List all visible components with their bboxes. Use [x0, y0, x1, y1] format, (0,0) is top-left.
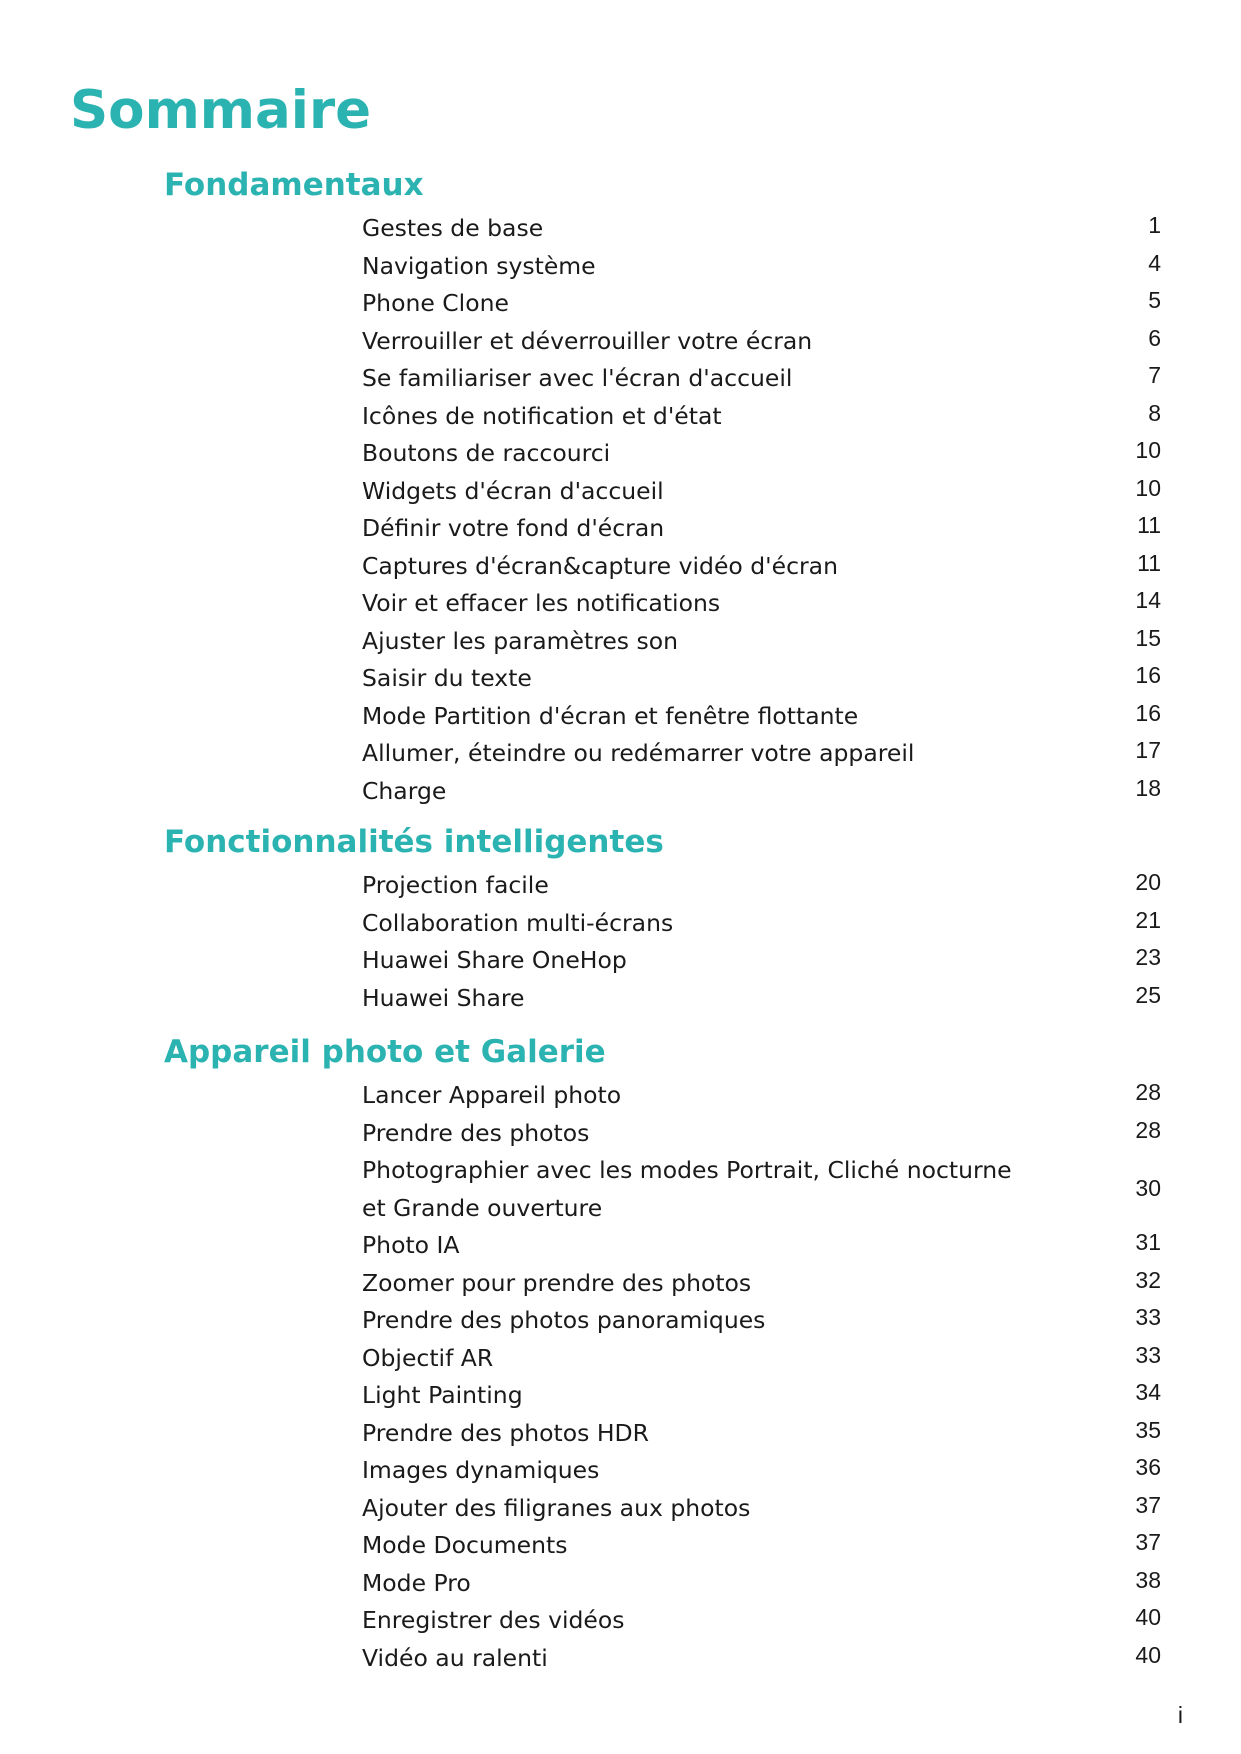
toc-entry-text: Photo IA: [362, 1231, 460, 1259]
toc-entry-text: Lancer Appareil photo: [362, 1081, 622, 1109]
section-title: Appareil photo et Galerie: [164, 1034, 606, 1070]
toc-entry-text: Enregistrer des vidéos: [362, 1606, 625, 1634]
toc-entry[interactable]: [0, 248, 1241, 286]
toc-entry[interactable]: [0, 1602, 1241, 1640]
toc-entry-page: 11: [1137, 549, 1161, 576]
toc-entry-text: Se familiariser avec l'écran d'accueil: [362, 364, 793, 392]
toc-entry-page: 18: [1135, 774, 1161, 801]
toc-entry-text: Charge: [362, 776, 447, 805]
toc-entry[interactable]: [0, 473, 1241, 511]
toc-entry-text: Voir et effacer les notifications: [362, 589, 721, 617]
toc-entry[interactable]: [0, 623, 1241, 661]
toc-entry-text: Ajuster les paramètres son: [362, 626, 679, 655]
toc-entry-page: 4: [1148, 249, 1161, 276]
section-title: Fonctionnalités intelligentes: [164, 824, 664, 860]
toc-entry[interactable]: [0, 1640, 1241, 1678]
document-title: Sommaire: [70, 80, 372, 141]
toc-entry-page: 16: [1135, 699, 1161, 726]
toc-entry[interactable]: [0, 210, 1241, 248]
toc-entry[interactable]: [0, 1265, 1241, 1303]
toc-entry-page: 10: [1135, 437, 1161, 463]
toc-entry-text: Icônes de notification et d'état: [362, 401, 722, 430]
toc-entry-page: 30: [1135, 1175, 1161, 1201]
page-number: i: [1177, 1702, 1183, 1728]
toc-entry-text: Images dynamiques: [362, 1456, 600, 1484]
toc-entry[interactable]: [0, 548, 1241, 586]
toc-entry[interactable]: [0, 360, 1241, 398]
toc-entry[interactable]: [0, 1415, 1241, 1453]
toc-entry-text: Boutons de raccourci: [362, 439, 611, 467]
toc-entry-page: 28: [1135, 1079, 1161, 1105]
toc-entry-text: Phone Clone: [362, 289, 509, 317]
toc-entry[interactable]: [0, 285, 1241, 323]
toc-entry[interactable]: [0, 1077, 1241, 1115]
toc-entry-page: 7: [1148, 362, 1161, 388]
toc-entry-text: Définir votre fond d'écran: [362, 514, 665, 542]
toc-entry-page: 10: [1135, 474, 1161, 501]
section-title: Fondamentaux: [164, 167, 424, 203]
toc-entry-page: 40: [1135, 1604, 1161, 1630]
toc-entry-text: Captures d'écran&capture vidéo d'écran: [362, 551, 838, 580]
toc-section-appareil-photo-galerie: [0, 1027, 1241, 1677]
toc-entry-page: 33: [1135, 1341, 1161, 1368]
toc-entry-text: Widgets d'écran d'accueil: [362, 476, 664, 505]
toc-list: [0, 867, 1241, 1017]
toc-entry-text: Mode Documents: [362, 1531, 568, 1559]
toc-entry[interactable]: [0, 510, 1241, 548]
toc-entry-page: 37: [1135, 1529, 1161, 1555]
toc-entry-page: 1: [1148, 212, 1161, 238]
toc-entry-page: 33: [1135, 1304, 1161, 1330]
toc-entry-text: Projection facile: [362, 871, 549, 899]
toc-entry-page: 32: [1135, 1266, 1161, 1293]
toc-entry-page: 15: [1135, 624, 1161, 651]
toc-entry-page: 17: [1135, 737, 1161, 763]
toc-entry-text: Prendre des photos panoramiques: [362, 1306, 766, 1334]
toc-entry[interactable]: [0, 1377, 1241, 1415]
toc-entry[interactable]: [0, 398, 1241, 436]
toc-entry[interactable]: [0, 435, 1241, 473]
toc-entry-text: Mode Pro: [362, 1568, 471, 1597]
toc-entry-page: 21: [1135, 906, 1161, 933]
toc-entry[interactable]: [0, 1565, 1241, 1603]
toc-section-fonctionnalites-intelligentes: [0, 817, 1241, 1017]
toc-list: [0, 1077, 1241, 1677]
toc-entry[interactable]: [0, 1115, 1241, 1153]
toc-entry-text: Objectif AR: [362, 1343, 494, 1372]
toc-entry-page: 37: [1135, 1491, 1161, 1518]
toc-entry-text: Huawei Share: [362, 983, 525, 1012]
toc-entry[interactable]: [0, 323, 1241, 361]
toc-entry-text: Navigation système: [362, 251, 596, 280]
toc-entry-page: 25: [1135, 981, 1161, 1008]
toc-entry-page: 5: [1148, 287, 1161, 313]
toc-entry[interactable]: [0, 773, 1241, 811]
toc-entry[interactable]: [0, 1452, 1241, 1490]
toc-entry-text: Gestes de base: [362, 214, 544, 242]
toc-entry-text: Zoomer pour prendre des photos: [362, 1268, 752, 1297]
toc-entry-page: 35: [1135, 1416, 1161, 1443]
toc-entry[interactable]: [0, 1490, 1241, 1528]
toc-entry-page: 38: [1135, 1566, 1161, 1593]
toc-entry[interactable]: [0, 905, 1241, 943]
toc-entry[interactable]: [0, 1227, 1241, 1265]
toc-entry-text: Light Painting: [362, 1381, 523, 1409]
toc-entry[interactable]: [0, 698, 1241, 736]
toc-section-fondamentaux: [0, 160, 1241, 810]
toc-entry-page: 36: [1135, 1454, 1161, 1480]
toc-entry-text: Collaboration multi-écrans: [362, 908, 674, 937]
toc-entry-page: 23: [1135, 944, 1161, 970]
toc-entry-page: 8: [1148, 399, 1161, 426]
toc-entry-page: 6: [1148, 324, 1161, 351]
toc-entry-text: Vidéo au ralenti: [362, 1643, 548, 1672]
toc-entry-text: Verrouiller et déverrouiller votre écran: [362, 326, 813, 355]
toc-entry-text: Huawei Share OneHop: [362, 946, 627, 974]
toc-entry-page: 14: [1135, 587, 1161, 613]
toc-entry[interactable]: [0, 660, 1241, 698]
toc-entry-page: 34: [1135, 1379, 1161, 1405]
toc-entry[interactable]: [0, 1340, 1241, 1378]
toc-entry-text: Allumer, éteindre ou redémarrer votre appareil: [362, 739, 915, 767]
toc-entry-text: Mode Partition d'écran et fenêtre flottante: [362, 701, 859, 730]
toc-entry[interactable]: [0, 1152, 1241, 1227]
toc-entry-page: 16: [1135, 662, 1161, 688]
toc-entry-text: Ajouter des filigranes aux photos: [362, 1493, 751, 1522]
toc-entry-text: Saisir du texte: [362, 664, 532, 692]
toc-entry-page: 28: [1135, 1116, 1161, 1143]
toc-entry[interactable]: [0, 1527, 1241, 1565]
toc-entry[interactable]: [0, 735, 1241, 773]
toc-entry-page: 20: [1135, 869, 1161, 895]
toc-entry[interactable]: [0, 867, 1241, 905]
toc-entry-text: Prendre des photos HDR: [362, 1418, 649, 1447]
toc-entry[interactable]: [0, 980, 1241, 1018]
toc-entry[interactable]: [0, 942, 1241, 980]
toc-entry-text: Prendre des photos: [362, 1118, 590, 1147]
toc-list: [0, 210, 1241, 810]
toc-entry-text: Photographier avec les modes Portrait, Cliché nocturne et Grande ouverture: [362, 1156, 1012, 1222]
toc-entry-page: 11: [1137, 512, 1161, 538]
toc-entry-page: 40: [1135, 1641, 1161, 1668]
toc-entry[interactable]: [0, 585, 1241, 623]
toc-entry[interactable]: [0, 1302, 1241, 1340]
toc-entry-page: 31: [1135, 1229, 1161, 1255]
